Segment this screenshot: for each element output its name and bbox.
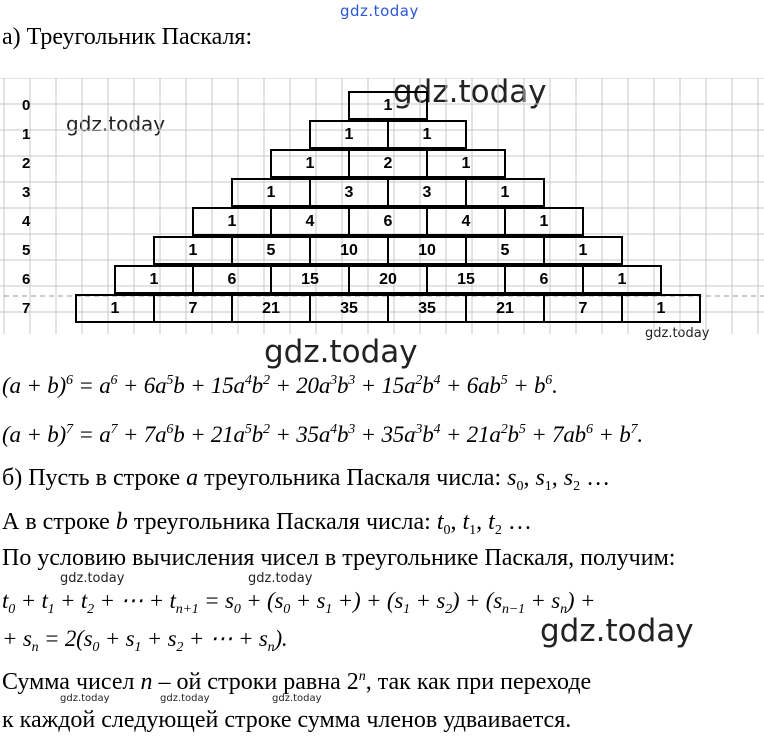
watermark-eq-left: gdz.today [60, 571, 125, 586]
row-label: 4 [22, 213, 31, 230]
triangle-cell: 1 [543, 236, 623, 265]
triangle-cell: 1 [426, 149, 506, 178]
heading-part-a: а) Треугольник Паскаля: [2, 24, 253, 50]
triangle-cell: 7 [543, 294, 623, 323]
triangle-cell: 7 [153, 294, 233, 323]
triangle-cell: 21 [465, 294, 545, 323]
watermark-triangle-top: gdz.today [393, 74, 547, 110]
triangle-cell: 6 [504, 265, 584, 294]
triangle-cell: 21 [231, 294, 311, 323]
equation-power-7: $(a + b)^7 = a^7 + 7a^6b + 21a^5b^2 + 35a^4b^3 + 35a^3b^4 + 21a^2b^5 + 7ab^6 + b^7$. [2, 422, 643, 447]
watermark-triangle-bottom-right: gdz.today [645, 326, 710, 341]
equation-sum-2: + $s_n = 2(s_0 + s_1 + s_2$ + ⋯ + $s_n$). [2, 626, 288, 655]
triangle-cell: 6 [192, 265, 272, 294]
final-statement: к каждой следующей строке сумма членов удваивается. [2, 707, 572, 733]
triangle-cell: 1 [582, 265, 662, 294]
watermark-right-large: gdz.today [540, 613, 694, 649]
triangle-cell: 1 [465, 178, 545, 207]
triangle-cell: 10 [309, 236, 389, 265]
triangle-cell: 1 [192, 207, 272, 236]
triangle-cell: 1 [231, 178, 311, 207]
triangle-cell: 4 [426, 207, 506, 236]
triangle-cell: 5 [465, 236, 545, 265]
part-b-line-3: По условию вычисления чисел в треугольнике Паскаля, получим: [2, 545, 676, 571]
sum-statement: Сумма чисел n – ой строки равна 2$^n$, так как при переходе [2, 669, 592, 695]
row-label: 6 [22, 271, 31, 288]
triangle-cell: 35 [309, 294, 389, 323]
watermark-bottom-2: gdz.today [160, 693, 210, 704]
watermark-below-triangle: gdz.today [264, 334, 418, 370]
row-label: 3 [22, 184, 31, 201]
row-label: 5 [22, 242, 31, 259]
watermark-eq-mid: gdz.today [248, 571, 313, 586]
triangle-cell: 1 [504, 207, 584, 236]
watermark-bottom-3: gdz.today [272, 693, 322, 704]
triangle-cell: 15 [426, 265, 506, 294]
watermark-triangle-left: gdz.today [66, 112, 166, 136]
triangle-cell: 6 [348, 207, 428, 236]
equation-power-6: $(a + b)^6 = a^6 + 6a^5b + 15a^4b^2 + 20a^3b^3 + 15a^2b^4 + 6ab^5 + b^6$. [2, 373, 558, 398]
triangle-cell: 35 [387, 294, 467, 323]
triangle-cell: 1 [348, 91, 428, 120]
watermark-top: gdz.today [340, 2, 419, 20]
triangle-cell: 1 [153, 236, 233, 265]
row-label: 7 [22, 300, 31, 317]
row-label: 1 [22, 126, 31, 143]
triangle-cell: 3 [309, 178, 389, 207]
watermark-bottom-1: gdz.today [60, 693, 110, 704]
triangle-cell: 3 [387, 178, 467, 207]
triangle-cell: 1 [621, 294, 701, 323]
row-label: 2 [22, 155, 31, 172]
triangle-cell: 2 [348, 149, 428, 178]
triangle-cell: 20 [348, 265, 428, 294]
triangle-cell: 15 [270, 265, 350, 294]
part-b-line-2: А в строке b треугольника Паскаля числа: $t_0$, $t_1$, $t_2$ … [2, 509, 532, 538]
triangle-cell: 1 [114, 265, 194, 294]
part-b-line-1: б) Пусть в строке a треугольника Паскаля числа: $s_0$, $s_1$, $s_2$ … [2, 465, 611, 494]
triangle-cell: 1 [270, 149, 350, 178]
triangle-cell: 4 [270, 207, 350, 236]
equation-sum-1: $t_0 + t_1 + t_2$ + ⋯ + $t_{n+1} = s_0 + (s_0 + s_1$ +) + $(s_1 + s_2) + (s_{n-1} + s_n)$ + [2, 588, 596, 617]
triangle-cell: 1 [387, 120, 467, 149]
triangle-cell: 5 [231, 236, 311, 265]
row-label: 0 [22, 97, 31, 114]
triangle-cell: 1 [309, 120, 389, 149]
triangle-cell: 10 [387, 236, 467, 265]
triangle-cell: 1 [75, 294, 155, 323]
